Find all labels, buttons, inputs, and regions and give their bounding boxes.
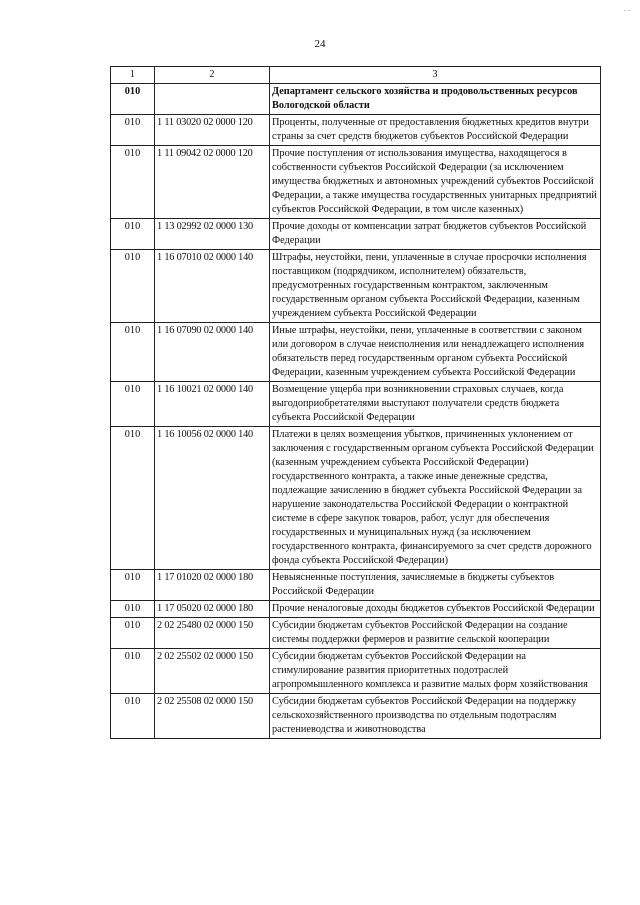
budget-code-cell: 1 16 10056 02 0000 140 [155, 427, 270, 570]
budget-code-cell: 1 16 10021 02 0000 140 [155, 382, 270, 427]
page-number: 24 [314, 38, 326, 50]
table-row [111, 570, 601, 601]
scan-corner-mark: . . [624, 4, 630, 13]
income-description-cell: Прочие поступления от использования имущества, находящегося в собственности субъектов Российской Федерации (за исключением имущества бюджетных и автономных учреждений субъектов Российской Федерации, а также имущества государственных унитарных предприятий субъектов Российской Федерации, в том числе казенных) [270, 146, 601, 219]
admin-code-cell: 010 [111, 146, 155, 219]
table-row [111, 382, 601, 427]
admin-code-cell: 010 [111, 219, 155, 250]
header-col-3: 3 [270, 67, 601, 84]
department-empty-cell [155, 84, 270, 115]
admin-code-cell: 010 [111, 427, 155, 570]
admin-code-cell: 010 [111, 115, 155, 146]
table-row [111, 323, 601, 382]
department-code: 010 [111, 84, 155, 115]
income-description-cell: Иные штрафы, неустойки, пени, уплаченные в соответствии с законом или договором в случае неисполнения или ненадлежащего исполнения обязательств перед государственным органом субъекта Российской Федерации, казенным учреждением субъекта Российской Федерации [270, 323, 601, 382]
budget-code-cell: 1 16 07010 02 0000 140 [155, 250, 270, 323]
income-description-cell: Прочие неналоговые доходы бюджетов субъектов Российской Федерации [270, 601, 601, 618]
income-description-cell: Субсидии бюджетам субъектов Российской Федерации на создание системы поддержки фермеров и развитие сельской кооперации [270, 618, 601, 649]
header-col-2: 2 [155, 67, 270, 84]
income-description-cell: Платежи в целях возмещения убытков, причиненных уклонением от заключения с государственным органом субъекта Российской Федерации (казенным учреждением субъекта Российской Федерации) государственного контракта, а также иные денежные средства, подлежащие зачислению в бюджет субъекта Российской Федерации за нарушение законодательства Российской Федерации о контрактной системе в сфере закупок товаров, работ, услуг для обеспечения государственных и муниципальных нужд (за исключением государственного контракта, финансируемого за счет средств дорожного фонда субъекта Российской Федерации) [270, 427, 601, 570]
table-row [111, 601, 601, 618]
department-name: Департамент сельского хозяйства и продовольственных ресурсов Вологодской области [270, 84, 601, 115]
admin-code-cell: 010 [111, 649, 155, 694]
admin-code-cell: 010 [111, 323, 155, 382]
table-row [111, 694, 601, 739]
income-description-cell: Субсидии бюджетам субъектов Российской Федерации на стимулирование развития приоритетных подотраслей агропромышленного комплекса и развитие малых форм хозяйствования [270, 649, 601, 694]
income-description-cell: Субсидии бюджетам субъектов Российской Федерации на поддержку сельскохозяйственного производства по отдельным подотраслям растениеводства и животноводства [270, 694, 601, 739]
income-description-cell: Прочие доходы от компенсации затрат бюджетов субъектов Российской Федерации [270, 219, 601, 250]
budget-code-cell: 2 02 25480 02 0000 150 [155, 618, 270, 649]
budget-code-cell: 2 02 25508 02 0000 150 [155, 694, 270, 739]
budget-code-cell: 1 17 01020 02 0000 180 [155, 570, 270, 601]
admin-code-cell: 010 [111, 570, 155, 601]
budget-code-cell: 1 16 07090 02 0000 140 [155, 323, 270, 382]
admin-code-cell: 010 [111, 601, 155, 618]
header-col-1: 1 [111, 67, 155, 84]
table-row [111, 649, 601, 694]
table-row [111, 618, 601, 649]
table-row [111, 146, 601, 219]
budget-code-cell: 1 13 02992 02 0000 130 [155, 219, 270, 250]
table-row [111, 427, 601, 570]
income-description-cell: Возмещение ущерба при возникновении страховых случаев, когда выгодоприобретателями выступают получатели средств бюджета субъекта Российской Федерации [270, 382, 601, 427]
income-description-cell: Проценты, полученные от предоставления бюджетных кредитов внутри страны за счет средств бюджетов субъектов Российской Федерации [270, 115, 601, 146]
table-header-row [111, 67, 601, 84]
table-row [111, 250, 601, 323]
budget-code-cell: 1 11 09042 02 0000 120 [155, 146, 270, 219]
admin-code-cell: 010 [111, 382, 155, 427]
budget-code-cell: 1 17 05020 02 0000 180 [155, 601, 270, 618]
table-row [111, 219, 601, 250]
budget-code-cell: 2 02 25502 02 0000 150 [155, 649, 270, 694]
budget-codes-table [110, 66, 601, 739]
income-description-cell: Невыясненные поступления, зачисляемые в бюджеты субъектов Российской Федерации [270, 570, 601, 601]
admin-code-cell: 010 [111, 250, 155, 323]
table-row [111, 115, 601, 146]
income-description-cell: Штрафы, неустойки, пени, уплаченные в случае просрочки исполнения поставщиком (подрядчиком, исполнителем) обязательств, предусмотренных государственным контрактом, заключенным государственным органом субъекта Российской Федерации, казенным учреждением субъекта Российской Федерации [270, 250, 601, 323]
budget-code-cell: 1 11 03020 02 0000 120 [155, 115, 270, 146]
admin-code-cell: 010 [111, 618, 155, 649]
admin-code-cell: 010 [111, 694, 155, 739]
department-row [111, 84, 601, 115]
